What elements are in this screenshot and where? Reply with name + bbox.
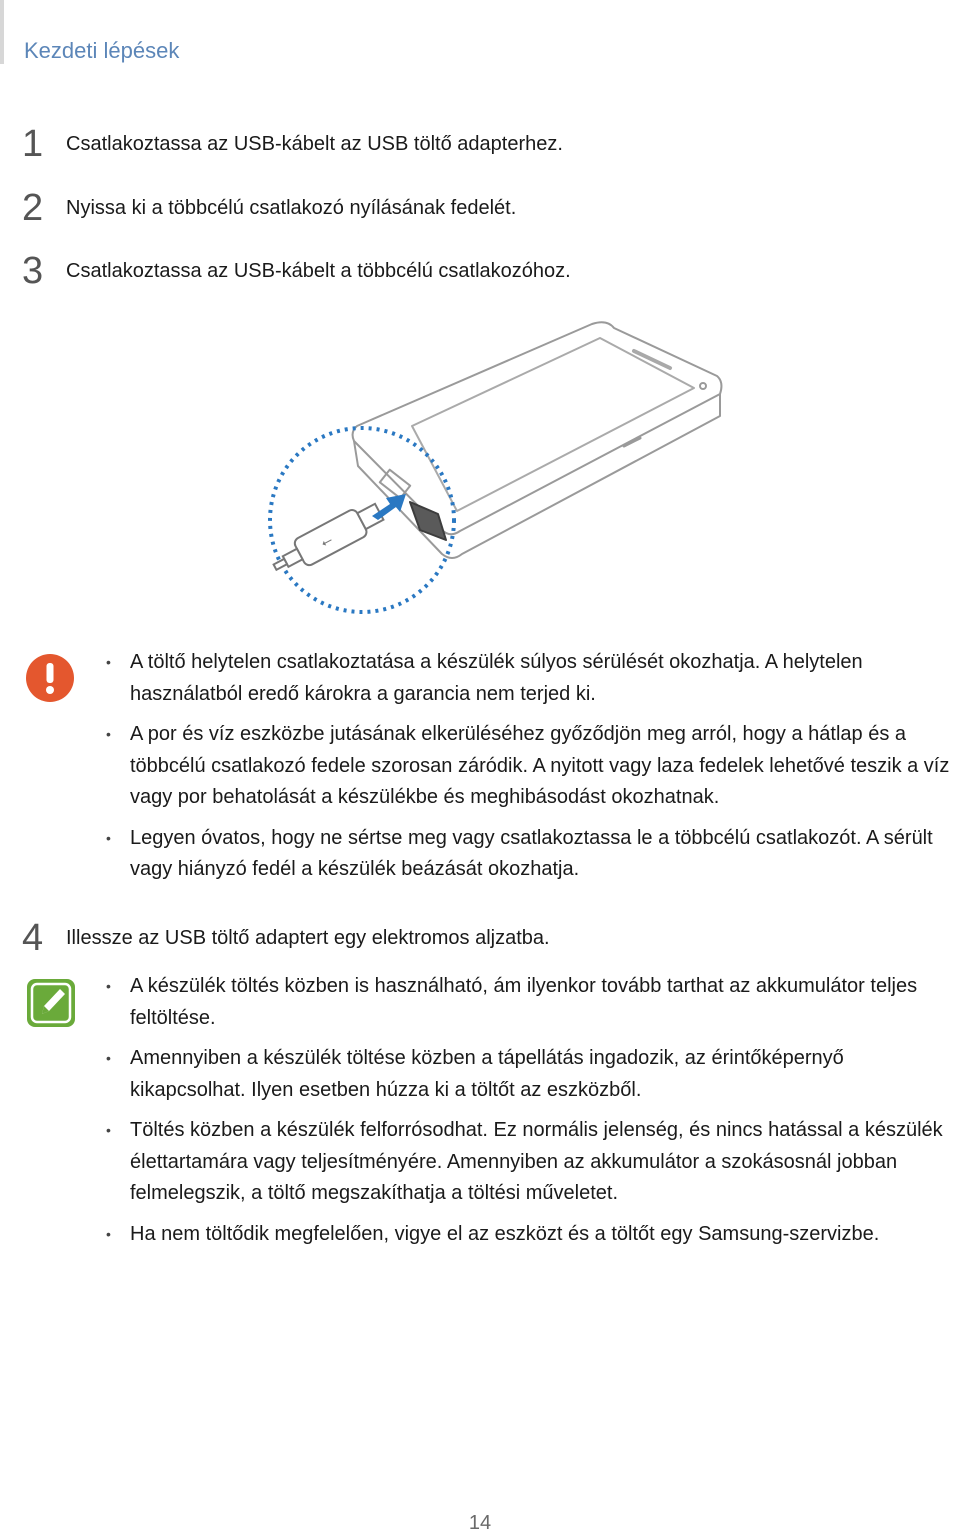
- list-item: • A por és víz eszközbe jutásának elkerüléséhez győződjön meg arról, hogy a hátlap és a többcélú csatlakozó fedele szorosan záródik. A nyitott vagy laza fedelek lehetővé teszik a víz vagy por behatolását a készülékbe és meghibásodást okozhatnak.: [100, 719, 960, 814]
- svg-text:⭠: ⭠: [318, 532, 336, 552]
- list-item: • A készülék töltés közben is használható, ám ilyenkor tovább tarthat az akkumulátor teljes feltöltése.: [100, 971, 960, 1034]
- bullet-icon: •: [106, 1050, 111, 1066]
- step-4: [22, 918, 942, 958]
- phone-body: [353, 322, 722, 534]
- step-number: 2: [22, 187, 44, 229]
- bullet-icon: •: [106, 1225, 111, 1242]
- step-number: 3: [22, 250, 44, 292]
- step-text: Illessze az USB töltő adaptert egy elektromos aljzatba.: [66, 927, 550, 949]
- note-list: [100, 971, 960, 1250]
- step-text: Csatlakoztassa az USB-kábelt az USB töltő adapterhez.: [66, 133, 563, 155]
- port-cover: [410, 502, 446, 540]
- list-item: • Legyen óvatos, hogy ne sértse meg vagy csatlakoztassa le a többcélú csatlakozót. A sérült vagy hiányzó fedél a készülék beázását okozhatja.: [100, 823, 960, 886]
- bullet-icon: •: [106, 654, 111, 670]
- step-1: [22, 124, 942, 164]
- exclamation-icon: [24, 652, 76, 704]
- bullet-icon: •: [106, 978, 111, 994]
- list-item: • A töltő helytelen csatlakoztatása a készülék súlyos sérülését okozhatja. A helytelen használatból eredő károkra a garancia nem terjed ki.: [100, 647, 960, 710]
- pencil-note-icon: [24, 976, 78, 1030]
- step-text: Csatlakoztassa az USB-kábelt a többcélú csatlakozóhoz.: [66, 260, 571, 282]
- step-2: [22, 188, 942, 228]
- caution-list: [100, 647, 960, 886]
- page-number: 14: [468, 1512, 492, 1534]
- header-rule: [0, 0, 4, 64]
- step-number: 1: [22, 123, 44, 165]
- bullet-icon: •: [106, 726, 111, 742]
- step-text: Nyissa ki a többcélú csatlakozó nyílásának fedelét.: [66, 197, 517, 219]
- list-item: • Ha nem töltődik megfelelően, vigye el az eszközt és a töltőt egy Samsung-szervizbe.: [100, 1219, 960, 1251]
- step-3: [22, 251, 942, 291]
- phone-screen: [412, 338, 694, 511]
- list-item: • Amennyiben a készülék töltése közben a tápellátás ingadozik, az érintőképernyő kikapcsolhat. Ilyen esetben húzza ki a töltőt az eszközből.: [100, 1043, 960, 1106]
- step-number: 4: [22, 917, 44, 959]
- usb-plug: [268, 499, 386, 581]
- bullet-icon: •: [106, 829, 111, 846]
- section-title: Kezdeti lépések: [24, 38, 180, 63]
- usb-connection-illustration: [262, 316, 732, 618]
- list-item: • Töltés közben a készülék felforrósodhat. Ez normális jelenség, és nincs hatással a készülék élettartamára vagy teljesítményére. Amennyiben az akkumulátor a szokásosnál jobban felmelegszik, a töltő megszakíthatja a töltési műveletet.: [100, 1115, 960, 1210]
- bullet-icon: •: [106, 1122, 111, 1138]
